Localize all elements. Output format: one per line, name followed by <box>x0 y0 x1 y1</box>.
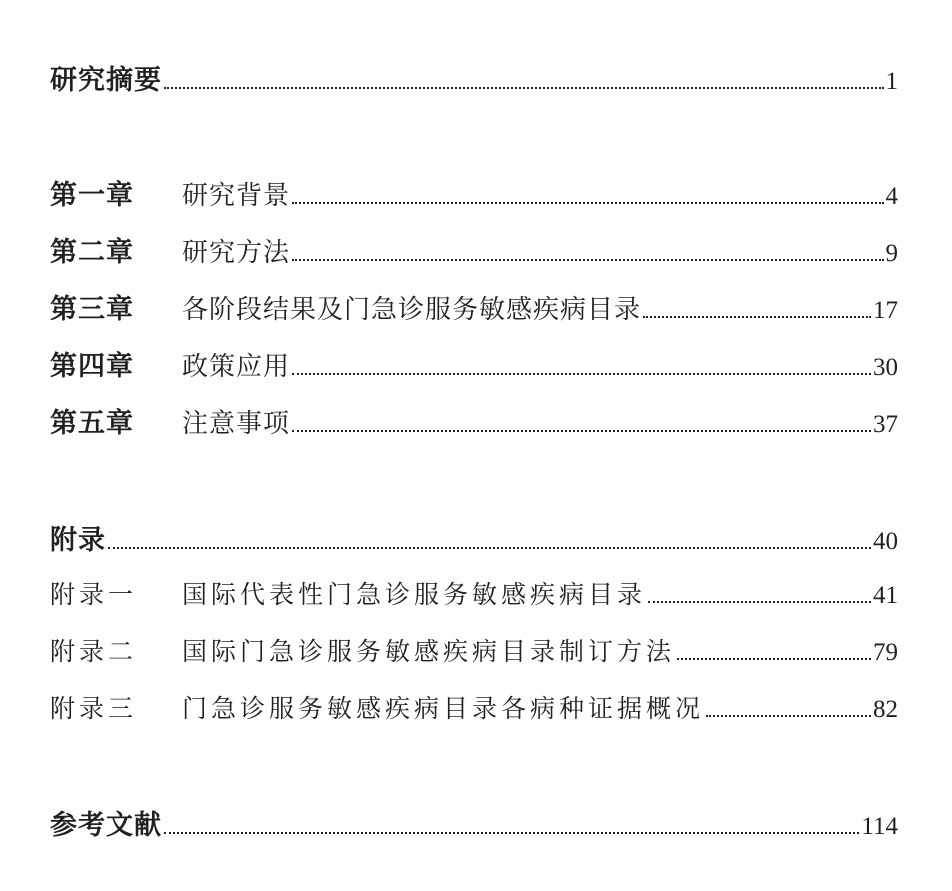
toc-entry-title: 门急诊服务敏感疾病目录各病种证据概况 <box>182 694 705 723</box>
toc-page-number: 4 <box>885 183 898 210</box>
toc-entry-title: 注意事项 <box>182 409 291 439</box>
chapter-label: 第五章 <box>50 408 134 439</box>
appendix-label: 附录三 <box>50 694 138 723</box>
toc-entry-chapter-4[interactable] <box>50 344 898 383</box>
table-of-contents <box>50 0 898 891</box>
toc-page-number: 82 <box>873 696 898 723</box>
chapter-label: 第三章 <box>50 294 134 325</box>
toc-entry-chapter-2[interactable] <box>50 230 898 269</box>
toc-entry-appendix-3[interactable] <box>50 689 898 725</box>
dot-leader <box>108 547 871 549</box>
dot-leader <box>648 601 871 603</box>
toc-entry-title: 研究背景 <box>182 181 291 211</box>
toc-page-number: 1 <box>885 68 898 95</box>
toc-entry-title: 国际代表性门急诊服务敏感疾病目录 <box>182 580 647 609</box>
toc-entry-abstract[interactable] <box>50 58 898 97</box>
toc-entry-title: 附录 <box>50 525 106 556</box>
chapter-label: 第一章 <box>50 180 134 211</box>
dot-leader <box>292 430 871 432</box>
chapter-label: 第四章 <box>50 351 134 382</box>
toc-entry-title: 政策应用 <box>182 352 291 382</box>
toc-page-number: 114 <box>861 813 898 840</box>
toc-entry-appendix-2[interactable] <box>50 632 898 668</box>
dot-leader <box>292 259 883 261</box>
toc-page-number: 79 <box>873 639 898 666</box>
dot-leader <box>292 373 871 375</box>
dot-leader <box>292 202 883 204</box>
toc-page-number: 40 <box>873 528 898 555</box>
dot-leader <box>164 87 884 89</box>
toc-page-number: 17 <box>873 297 898 324</box>
toc-entry-title: 研究摘要 <box>50 65 162 96</box>
toc-page-number: 37 <box>873 411 898 438</box>
toc-entry-title: 参考文献 <box>50 810 162 841</box>
toc-entry-references[interactable] <box>50 803 898 842</box>
dot-leader <box>643 316 871 318</box>
toc-entry-title: 国际门急诊服务敏感疾病目录制订方法 <box>182 637 676 666</box>
toc-page-number: 30 <box>873 354 898 381</box>
toc-page-number: 9 <box>885 240 898 267</box>
toc-entry-title: 各阶段结果及门急诊服务敏感疾病目录 <box>182 295 642 325</box>
chapter-label: 第二章 <box>50 237 134 268</box>
toc-page-number: 41 <box>873 582 898 609</box>
dot-leader <box>677 658 871 660</box>
toc-entry-chapter-3[interactable] <box>50 287 898 326</box>
dot-leader <box>706 715 871 717</box>
toc-entry-chapter-1[interactable] <box>50 173 898 212</box>
appendix-label: 附录一 <box>50 580 138 609</box>
toc-entry-chapter-5[interactable] <box>50 401 898 440</box>
toc-entry-appendix-1[interactable] <box>50 575 898 611</box>
toc-entry-title: 研究方法 <box>182 238 291 268</box>
appendix-label: 附录二 <box>50 637 138 666</box>
dot-leader <box>164 832 859 834</box>
toc-entry-appendix[interactable] <box>50 518 898 557</box>
